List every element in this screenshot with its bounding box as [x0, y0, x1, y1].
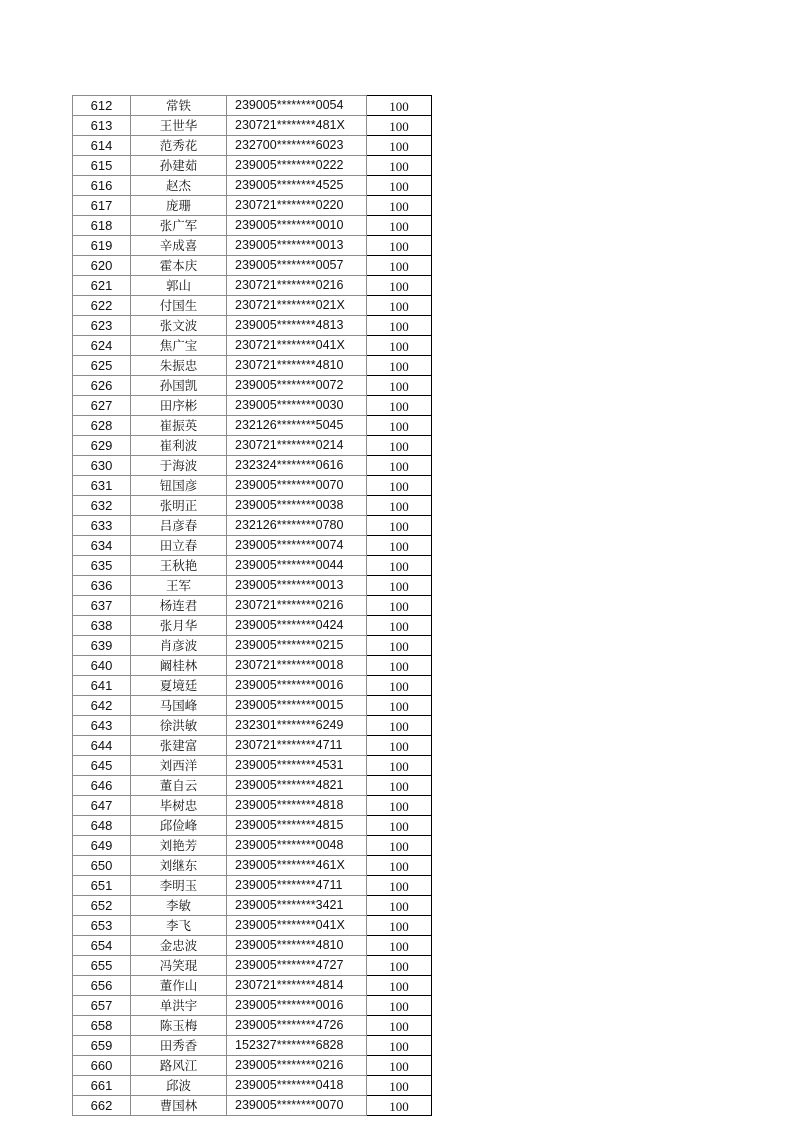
row-number-cell: 613	[73, 116, 131, 136]
id-number-cell: 239005********0054	[227, 96, 367, 116]
person-name-cell: 辛成喜	[131, 236, 227, 256]
table-row	[73, 756, 432, 776]
person-name-cell: 阚桂林	[131, 656, 227, 676]
amount-cell: 100	[367, 196, 432, 216]
person-name-cell: 肖彦波	[131, 636, 227, 656]
table-row	[73, 256, 432, 276]
person-name-cell: 张文波	[131, 316, 227, 336]
person-name-cell: 李明玉	[131, 876, 227, 896]
person-name-cell: 董自云	[131, 776, 227, 796]
row-number-cell: 634	[73, 536, 131, 556]
table-row	[73, 656, 432, 676]
id-number-cell: 239005********041X	[227, 916, 367, 936]
amount-cell: 100	[367, 976, 432, 996]
amount-cell: 100	[367, 576, 432, 596]
row-number-cell: 628	[73, 416, 131, 436]
row-number-cell: 649	[73, 836, 131, 856]
amount-cell: 100	[367, 696, 432, 716]
row-number-cell: 650	[73, 856, 131, 876]
id-number-cell: 230721********0220	[227, 196, 367, 216]
amount-cell: 100	[367, 836, 432, 856]
person-name-cell: 刘继东	[131, 856, 227, 876]
row-number-cell: 662	[73, 1096, 131, 1116]
id-number-cell: 230721********481X	[227, 116, 367, 136]
amount-cell: 100	[367, 456, 432, 476]
table-row	[73, 356, 432, 376]
amount-cell: 100	[367, 136, 432, 156]
table-row	[73, 156, 432, 176]
id-number-cell: 239005********4525	[227, 176, 367, 196]
amount-cell: 100	[367, 1056, 432, 1076]
amount-cell: 100	[367, 756, 432, 776]
table-row	[73, 796, 432, 816]
id-number-cell: 239005********4813	[227, 316, 367, 336]
id-number-cell: 230721********0216	[227, 276, 367, 296]
row-number-cell: 661	[73, 1076, 131, 1096]
amount-cell: 100	[367, 1076, 432, 1096]
table-row	[73, 696, 432, 716]
person-name-cell: 庞珊	[131, 196, 227, 216]
table-row	[73, 716, 432, 736]
table-row	[73, 536, 432, 556]
table-row	[73, 576, 432, 596]
id-number-cell: 230721********041X	[227, 336, 367, 356]
id-number-cell: 239005********0013	[227, 576, 367, 596]
id-number-cell: 239005********4711	[227, 876, 367, 896]
table-row	[73, 616, 432, 636]
amount-cell: 100	[367, 416, 432, 436]
amount-cell: 100	[367, 736, 432, 756]
id-number-cell: 239005********3421	[227, 896, 367, 916]
table-row	[73, 396, 432, 416]
row-number-cell: 627	[73, 396, 131, 416]
amount-cell: 100	[367, 276, 432, 296]
table-row	[73, 896, 432, 916]
row-number-cell: 651	[73, 876, 131, 896]
table-row	[73, 876, 432, 896]
person-name-cell: 常铁	[131, 96, 227, 116]
person-name-cell: 王世华	[131, 116, 227, 136]
row-number-cell: 636	[73, 576, 131, 596]
amount-cell: 100	[367, 1016, 432, 1036]
amount-cell: 100	[367, 216, 432, 236]
table-row	[73, 956, 432, 976]
amount-cell: 100	[367, 1096, 432, 1116]
amount-cell: 100	[367, 476, 432, 496]
table-row	[73, 316, 432, 336]
row-number-cell: 647	[73, 796, 131, 816]
person-name-cell: 孙建茹	[131, 156, 227, 176]
row-number-cell: 635	[73, 556, 131, 576]
row-number-cell: 639	[73, 636, 131, 656]
row-number-cell: 637	[73, 596, 131, 616]
person-name-cell: 刘西洋	[131, 756, 227, 776]
id-number-cell: 239005********4810	[227, 936, 367, 956]
amount-cell: 100	[367, 856, 432, 876]
id-number-cell: 232126********5045	[227, 416, 367, 436]
person-name-cell: 路风江	[131, 1056, 227, 1076]
table-row	[73, 296, 432, 316]
table-row	[73, 196, 432, 216]
person-name-cell: 邱俭峰	[131, 816, 227, 836]
amount-cell: 100	[367, 336, 432, 356]
amount-cell: 100	[367, 156, 432, 176]
id-number-cell: 152327********6828	[227, 1036, 367, 1056]
person-name-cell: 张建富	[131, 736, 227, 756]
table-row	[73, 556, 432, 576]
row-number-cell: 653	[73, 916, 131, 936]
amount-cell: 100	[367, 936, 432, 956]
table-row	[73, 996, 432, 1016]
table-row	[73, 1056, 432, 1076]
table-row	[73, 176, 432, 196]
row-number-cell: 648	[73, 816, 131, 836]
amount-cell: 100	[367, 996, 432, 1016]
person-name-cell: 夏境廷	[131, 676, 227, 696]
amount-cell: 100	[367, 396, 432, 416]
id-number-cell: 230721********4814	[227, 976, 367, 996]
id-number-cell: 239005********0216	[227, 1056, 367, 1076]
id-number-cell: 230721********021X	[227, 296, 367, 316]
row-number-cell: 656	[73, 976, 131, 996]
person-name-cell: 曹国林	[131, 1096, 227, 1116]
amount-cell: 100	[367, 256, 432, 276]
amount-cell: 100	[367, 596, 432, 616]
table-row	[73, 336, 432, 356]
id-number-cell: 239005********4818	[227, 796, 367, 816]
row-number-cell: 654	[73, 936, 131, 956]
id-number-cell: 230721********0018	[227, 656, 367, 676]
id-number-cell: 239005********4531	[227, 756, 367, 776]
person-name-cell: 范秀花	[131, 136, 227, 156]
row-number-cell: 640	[73, 656, 131, 676]
id-number-cell: 239005********0072	[227, 376, 367, 396]
row-number-cell: 642	[73, 696, 131, 716]
roster-table	[72, 95, 432, 1116]
person-name-cell: 王军	[131, 576, 227, 596]
person-name-cell: 田秀香	[131, 1036, 227, 1056]
id-number-cell: 239005********0030	[227, 396, 367, 416]
person-name-cell: 冯笑琨	[131, 956, 227, 976]
amount-cell: 100	[367, 776, 432, 796]
amount-cell: 100	[367, 796, 432, 816]
amount-cell: 100	[367, 636, 432, 656]
amount-cell: 100	[367, 536, 432, 556]
id-number-cell: 230721********4711	[227, 736, 367, 756]
person-name-cell: 孙国凯	[131, 376, 227, 396]
amount-cell: 100	[367, 556, 432, 576]
amount-cell: 100	[367, 1036, 432, 1056]
id-number-cell: 239005********0418	[227, 1076, 367, 1096]
id-number-cell: 239005********0215	[227, 636, 367, 656]
row-number-cell: 652	[73, 896, 131, 916]
row-number-cell: 622	[73, 296, 131, 316]
table-row	[73, 496, 432, 516]
person-name-cell: 田序彬	[131, 396, 227, 416]
id-number-cell: 232700********6023	[227, 136, 367, 156]
table-row	[73, 456, 432, 476]
row-number-cell: 631	[73, 476, 131, 496]
table-row	[73, 916, 432, 936]
id-number-cell: 239005********0016	[227, 676, 367, 696]
amount-cell: 100	[367, 496, 432, 516]
row-number-cell: 625	[73, 356, 131, 376]
table-row	[73, 136, 432, 156]
table-row	[73, 836, 432, 856]
row-number-cell: 633	[73, 516, 131, 536]
person-name-cell: 崔利波	[131, 436, 227, 456]
amount-cell: 100	[367, 436, 432, 456]
table-row	[73, 856, 432, 876]
amount-cell: 100	[367, 516, 432, 536]
row-number-cell: 641	[73, 676, 131, 696]
person-name-cell: 付国生	[131, 296, 227, 316]
amount-cell: 100	[367, 816, 432, 836]
id-number-cell: 239005********0424	[227, 616, 367, 636]
person-name-cell: 徐洪敏	[131, 716, 227, 736]
amount-cell: 100	[367, 176, 432, 196]
person-name-cell: 金忠波	[131, 936, 227, 956]
row-number-cell: 624	[73, 336, 131, 356]
amount-cell: 100	[367, 96, 432, 116]
id-number-cell: 232126********0780	[227, 516, 367, 536]
id-number-cell: 239005********4821	[227, 776, 367, 796]
id-number-cell: 239005********0048	[227, 836, 367, 856]
table-row	[73, 116, 432, 136]
person-name-cell: 杨连君	[131, 596, 227, 616]
id-number-cell: 239005********0010	[227, 216, 367, 236]
person-name-cell: 吕彦春	[131, 516, 227, 536]
table-row	[73, 476, 432, 496]
amount-cell: 100	[367, 236, 432, 256]
person-name-cell: 张月华	[131, 616, 227, 636]
person-name-cell: 李敏	[131, 896, 227, 916]
id-number-cell: 239005********4727	[227, 956, 367, 976]
amount-cell: 100	[367, 356, 432, 376]
row-number-cell: 618	[73, 216, 131, 236]
table-row	[73, 1076, 432, 1096]
id-number-cell: 239005********0013	[227, 236, 367, 256]
table-row	[73, 516, 432, 536]
id-number-cell: 239005********0222	[227, 156, 367, 176]
id-number-cell: 239005********0070	[227, 476, 367, 496]
table-row	[73, 416, 432, 436]
amount-cell: 100	[367, 656, 432, 676]
table-row	[73, 276, 432, 296]
person-name-cell: 邱波	[131, 1076, 227, 1096]
id-number-cell: 239005********0038	[227, 496, 367, 516]
id-number-cell: 239005********0015	[227, 696, 367, 716]
row-number-cell: 629	[73, 436, 131, 456]
person-name-cell: 张明正	[131, 496, 227, 516]
id-number-cell: 230721********4810	[227, 356, 367, 376]
row-number-cell: 658	[73, 1016, 131, 1036]
person-name-cell: 张广军	[131, 216, 227, 236]
amount-cell: 100	[367, 376, 432, 396]
amount-cell: 100	[367, 916, 432, 936]
id-number-cell: 239005********461X	[227, 856, 367, 876]
id-number-cell: 239005********0016	[227, 996, 367, 1016]
row-number-cell: 616	[73, 176, 131, 196]
row-number-cell: 643	[73, 716, 131, 736]
person-name-cell: 霍本庆	[131, 256, 227, 276]
row-number-cell: 632	[73, 496, 131, 516]
amount-cell: 100	[367, 616, 432, 636]
row-number-cell: 612	[73, 96, 131, 116]
table-row	[73, 1036, 432, 1056]
row-number-cell: 646	[73, 776, 131, 796]
amount-cell: 100	[367, 676, 432, 696]
id-number-cell: 239005********4815	[227, 816, 367, 836]
row-number-cell: 645	[73, 756, 131, 776]
row-number-cell: 620	[73, 256, 131, 276]
person-name-cell: 毕树忠	[131, 796, 227, 816]
amount-cell: 100	[367, 316, 432, 336]
table-row	[73, 376, 432, 396]
person-name-cell: 马国峰	[131, 696, 227, 716]
id-number-cell: 232324********0616	[227, 456, 367, 476]
id-number-cell: 239005********0074	[227, 536, 367, 556]
row-number-cell: 655	[73, 956, 131, 976]
person-name-cell: 董作山	[131, 976, 227, 996]
row-number-cell: 617	[73, 196, 131, 216]
table-row	[73, 816, 432, 836]
id-number-cell: 230721********0216	[227, 596, 367, 616]
table-row	[73, 676, 432, 696]
table-row	[73, 976, 432, 996]
row-number-cell: 638	[73, 616, 131, 636]
person-name-cell: 钮国彦	[131, 476, 227, 496]
person-name-cell: 王秋艳	[131, 556, 227, 576]
table-row	[73, 1016, 432, 1036]
amount-cell: 100	[367, 896, 432, 916]
person-name-cell: 朱振忠	[131, 356, 227, 376]
table-row	[73, 236, 432, 256]
amount-cell: 100	[367, 716, 432, 736]
amount-cell: 100	[367, 876, 432, 896]
row-number-cell: 626	[73, 376, 131, 396]
table-row	[73, 936, 432, 956]
person-name-cell: 赵杰	[131, 176, 227, 196]
row-number-cell: 660	[73, 1056, 131, 1076]
amount-cell: 100	[367, 296, 432, 316]
person-name-cell: 田立春	[131, 536, 227, 556]
row-number-cell: 614	[73, 136, 131, 156]
row-number-cell: 659	[73, 1036, 131, 1056]
table-row	[73, 736, 432, 756]
row-number-cell: 621	[73, 276, 131, 296]
table-row	[73, 596, 432, 616]
table-row	[73, 436, 432, 456]
person-name-cell: 刘艳芳	[131, 836, 227, 856]
row-number-cell: 657	[73, 996, 131, 1016]
row-number-cell: 615	[73, 156, 131, 176]
id-number-cell: 230721********0214	[227, 436, 367, 456]
row-number-cell: 630	[73, 456, 131, 476]
person-name-cell: 单洪宇	[131, 996, 227, 1016]
row-number-cell: 623	[73, 316, 131, 336]
table-row	[73, 216, 432, 236]
roster-table-body	[73, 96, 432, 1116]
amount-cell: 100	[367, 956, 432, 976]
person-name-cell: 陈玉梅	[131, 1016, 227, 1036]
person-name-cell: 焦广宝	[131, 336, 227, 356]
id-number-cell: 239005********4726	[227, 1016, 367, 1036]
table-row	[73, 636, 432, 656]
id-number-cell: 239005********0044	[227, 556, 367, 576]
table-row	[73, 96, 432, 116]
row-number-cell: 619	[73, 236, 131, 256]
person-name-cell: 于海波	[131, 456, 227, 476]
person-name-cell: 李飞	[131, 916, 227, 936]
person-name-cell: 郭山	[131, 276, 227, 296]
amount-cell: 100	[367, 116, 432, 136]
table-row	[73, 776, 432, 796]
row-number-cell: 644	[73, 736, 131, 756]
id-number-cell: 232301********6249	[227, 716, 367, 736]
table-row	[73, 1096, 432, 1116]
person-name-cell: 崔振英	[131, 416, 227, 436]
id-number-cell: 239005********0057	[227, 256, 367, 276]
id-number-cell: 239005********0070	[227, 1096, 367, 1116]
